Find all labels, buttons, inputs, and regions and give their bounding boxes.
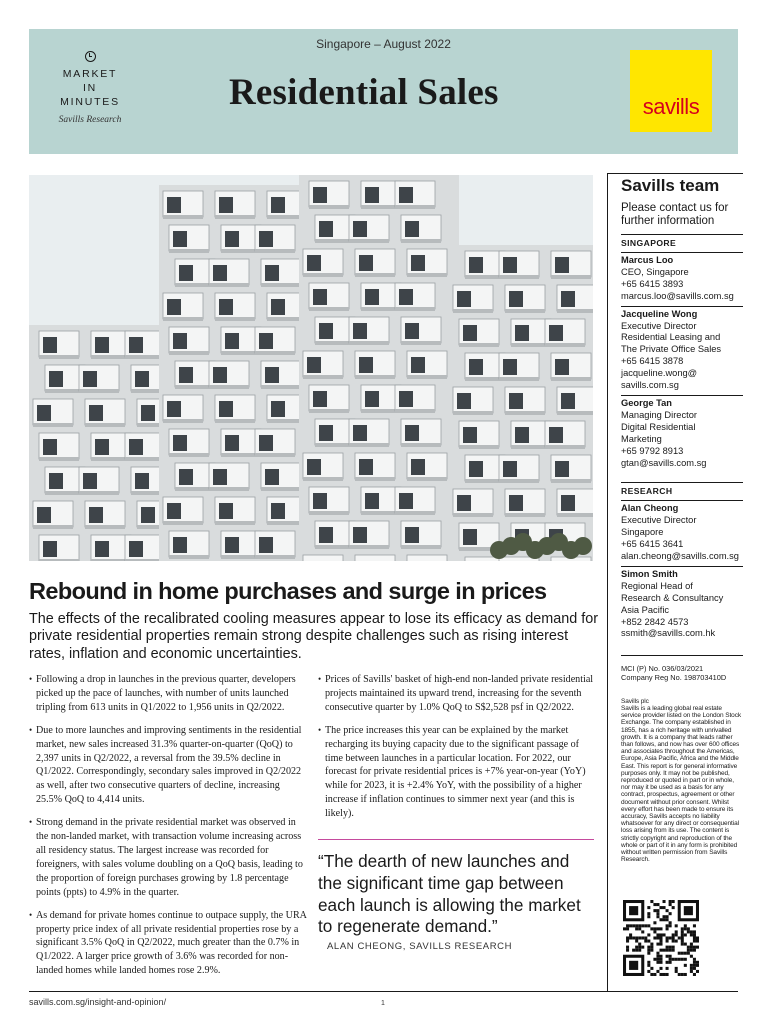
sidebar-regions <box>621 234 743 643</box>
person-detail: Executive Director <box>621 320 697 331</box>
footer-rule <box>29 991 738 992</box>
person-detail: Managing Director <box>621 409 697 420</box>
brand-sub: Savills Research <box>58 115 122 125</box>
mci-number: MCI (P) No. 036/03/2021 <box>621 664 704 674</box>
right-column <box>318 673 596 830</box>
person-detail: Asia Pacific <box>621 604 670 615</box>
article-deck: The effects of the recalibrated cooling measures appear to lose its efficacy as demand for private residential properties remain strong despite challenges such as rising interest rates, inflation and economic uncertainties. <box>29 611 599 662</box>
person-name: Simon Smith <box>621 568 678 579</box>
region-label: RESEARCH <box>621 482 743 500</box>
bullet-paragraph: • The price increases this year can be explained by the market recharging its buying capacity due to the significant passage of time between launches in a particular location. For 2022, our forecast for private residential prices is +7% year-on-year (YoY) while for 2023, it is +2.4% YoY, with the possibility of a higher increase if inflation continues to simmer next year (and this is likely). <box>318 724 596 821</box>
clock-icon <box>85 51 96 62</box>
article-headline: Rebound in home purchases and surge in prices <box>29 578 547 604</box>
sidebar-title: Savills team <box>621 176 720 195</box>
region-label: SINGAPORE <box>621 234 743 252</box>
person-detail: The Private Office Sales <box>621 344 722 355</box>
market-in-minutes-brand <box>57 51 123 125</box>
quote-divider <box>318 839 594 840</box>
person-detail: Digital Residential <box>621 421 696 432</box>
person-name: Jacqueline Wong <box>621 308 698 319</box>
dateline: Singapore – August 2022 <box>316 37 451 51</box>
email-link[interactable]: ssmith@savills.com.hk <box>621 628 716 639</box>
savills-logo <box>630 50 712 132</box>
quote-attribution: ALAN CHEONG, SAVILLS RESEARCH <box>327 941 513 952</box>
person-name: Marcus Loo <box>621 255 674 265</box>
contact-person <box>621 566 743 643</box>
brand-line: IN <box>82 82 98 94</box>
brand-line: MINUTES <box>60 96 120 108</box>
contact-person <box>621 395 743 472</box>
sidebar-top-rule <box>607 173 743 174</box>
person-detail: Executive Director <box>621 515 697 526</box>
person-detail: +65 6415 3893 <box>621 278 684 289</box>
person-name: George Tan <box>621 397 672 408</box>
email-link[interactable]: marcus.loo@savills.com.sg <box>621 290 734 301</box>
email-link[interactable]: gtan@savills.com.sg <box>621 457 707 468</box>
bullet-paragraph: • As demand for private homes continue to outpace supply, the URA property price index of all private residential properties rose by a significant 3.5% QoQ in Q2/2022, much greater than the 0.7% in Q1/2022. A larger price growth of 3.6% was recorded for non-landed homes while landed homes rose 2.9%. <box>29 909 308 979</box>
sidebar-contact-note: Please contact us for further information <box>621 202 729 227</box>
person-detail: +65 6415 3878 <box>621 356 684 367</box>
contact-person <box>621 500 743 566</box>
person-detail: Marketing <box>621 433 662 444</box>
email-link[interactable]: savills.com.sg <box>621 380 679 391</box>
building-photo-icon <box>29 175 593 561</box>
email-link[interactable]: alan.cheong@savills.com.sg <box>621 551 739 562</box>
contact-person <box>621 252 743 306</box>
hero-building-photo <box>29 175 593 561</box>
footer-link[interactable]: savills.com.sg/insight-and-opinion/ <box>29 997 167 1007</box>
savills-team-sidebar <box>621 176 743 863</box>
contact-person <box>621 306 743 395</box>
page-number: 1 <box>381 1000 385 1007</box>
logo-text: savills <box>642 94 700 119</box>
pull-quote: “The dearth of new launches and the significant time gap between each launch is allowing the market to regenerate demand.” <box>318 851 581 937</box>
person-detail: +65 9792 8913 <box>621 445 684 456</box>
disclaimer: Savills plc Savills is a leading global real estate service provider listed on the London Stock Exchange. The company established in 1855, has a rich heritage with unrivalled growth. It is a company that leads rather than follows, and now has over 600 offices and associates throughout the Americas, Europe, Asia Pacific, Africa and the Middle East. This report is for general informative purposes only. It may not be published, reproduced or quoted in part or in whole, nor may it be used as a basis for any contract, prospectus, agreement or other document without prior consent. Whilst every effort has been made to ensure its accuracy, Savills accepts no liability whatsoever for any direct or consequential loss arising from its use. The content is strictly copyright and reproduction of the whole or part of it in any form is prohibited without written permission from Savills Research. <box>621 697 741 864</box>
company-reg-number: Company Reg No. 198703410D <box>621 672 727 682</box>
bullet-paragraph: • Prices of Savills' basket of high-end non-landed private residential projects maintained its upward trend, increasing for the seventh consecutive quarter by 1.0% QoQ to S$2,528 psf in Q2/2022. <box>318 673 596 715</box>
registration-info <box>621 655 743 681</box>
person-detail: Singapore <box>621 527 664 538</box>
person-detail: Research & Consultancy <box>621 592 724 603</box>
person-detail: +65 6415 3641 <box>621 539 684 550</box>
bullet-paragraph: • Following a drop in launches in the previous quarter, developers picked up the pace of launches, with number of units launched tripling from 613 units in Q1/2022 to 1,956 units in Q2/2022. <box>29 673 308 715</box>
qr-code-icon[interactable] <box>623 900 699 976</box>
sidebar-divider <box>607 173 608 991</box>
person-detail: +852 2842 4573 <box>621 616 689 627</box>
person-detail: CEO, Singapore <box>621 266 689 277</box>
left-column <box>29 673 308 987</box>
header-band <box>29 29 738 154</box>
report-title: Residential Sales <box>229 72 499 113</box>
brand-line: MARKET <box>62 68 118 80</box>
person-detail: Residential Leasing and <box>621 332 721 343</box>
person-name: Alan Cheong <box>621 503 679 514</box>
person-detail: Regional Head of <box>621 580 693 591</box>
bullet-paragraph: • Due to more launches and improving sentiments in the residential market, new sales increased 31.3% quarter-on-quarter (QoQ) to 2,397 units in Q2/2022, a reversal from the 39.5% decline in Q1/2022. Correspondingly, secondary sales improved in Q2/2022 as well, after two consecutive quarters of decline, increasing 25.5% QoQ to 4,414 units. <box>29 724 308 807</box>
email-link[interactable]: jacqueline.wong@ <box>621 368 698 379</box>
bullet-paragraph: • Strong demand in the private residential market was observed in the non-landed market, with transaction volume increasing across all residency status. The largest increase was recorded for foreigners, with sales volume doubling on a QoQ basis, leading to the proportion of foreign purchases growing by 1.8 percentage points (ppts) to 4.9% in the quarter. <box>29 816 308 899</box>
